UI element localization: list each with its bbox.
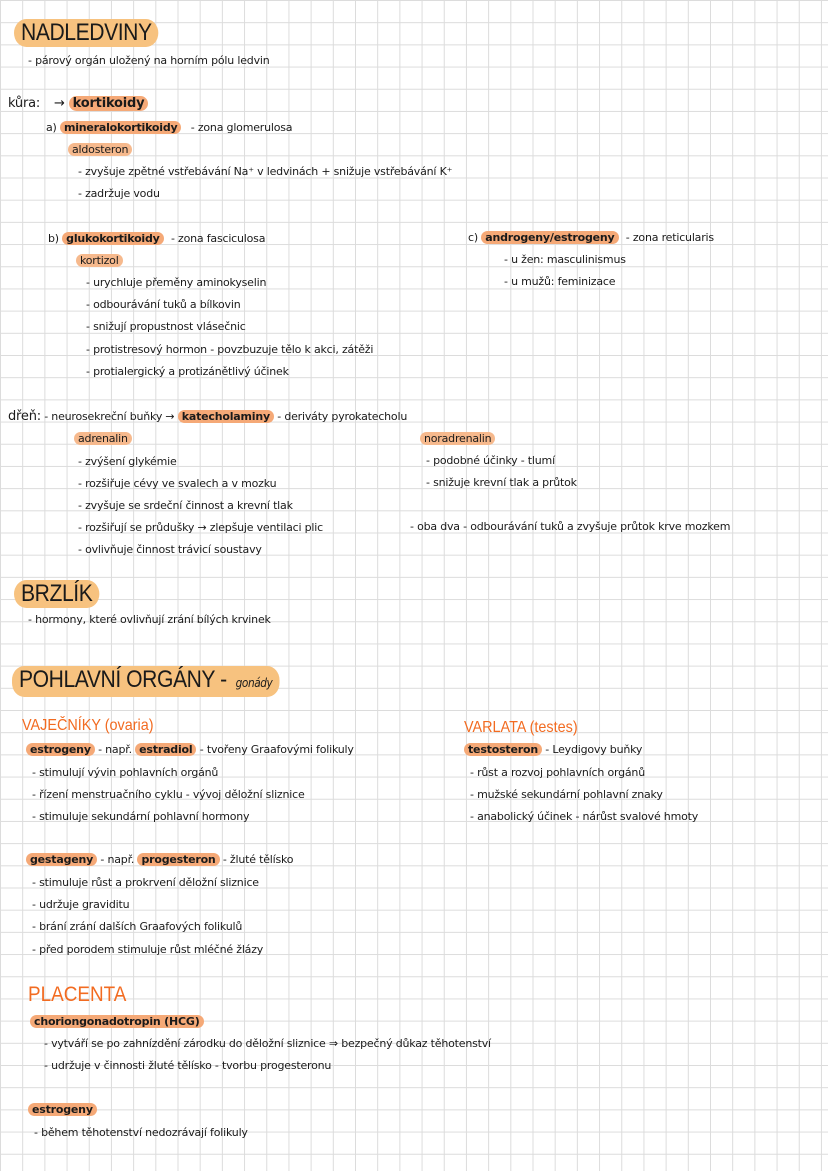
noradrenalin-highlight: noradrenalin (420, 432, 495, 445)
andro-zone: - zona reticularis (625, 231, 714, 244)
brzlik-text: - hormony, které ovlivňují zrání bílých krvinek (28, 613, 271, 626)
mineralo-prefix: a) (46, 121, 57, 134)
aldosteron-highlight: aldosteron (68, 143, 132, 156)
noradrenalin-point-1: - podobné účinky - tlumí (426, 454, 555, 467)
kura-label: kůra: (8, 96, 41, 111)
androgeny-point-1: - u žen: masculinismus (504, 253, 626, 266)
kortikoidy-highlight: kortikoidy (69, 96, 149, 111)
dren-line (8, 410, 407, 424)
gestageny-line (26, 853, 293, 867)
adrenalin-point-3: - zvyšuje se srdeční činnost a krevní tlak (78, 499, 293, 512)
varlata-title: VARLATA (testes) (464, 719, 578, 736)
varlata-point-3: - anabolický účinek - nárůst svalové hmoty (470, 810, 699, 823)
androgeny-point-2: - u mužů: feminizace (504, 275, 616, 288)
kortizol-point-2: - odbourávání tuků a bílkovin (86, 298, 241, 311)
both-hormones-note: - oba dva - odbourávání tuků a zvyšuje průtok krve mozkem (410, 520, 731, 533)
gestageny-point-3: - brání zrání dalších Graafových folikulů (32, 920, 243, 933)
gestageny-mid: - např. (100, 853, 135, 866)
katecholaminy-highlight: katecholaminy (178, 410, 274, 423)
hcg-point-1: - vytváří se po zahnízdění zárodku do děložní sliznice ⇒ bezpečný důkaz těhotenství (44, 1037, 491, 1050)
gestageny-rest: - žluté tělísko (222, 853, 294, 866)
pohlavni-subtitle: gonády (235, 676, 273, 690)
aldosteron-point-2: - zadržuje vodu (78, 187, 160, 200)
estrogeny-mid: - např. (98, 743, 132, 756)
section-title-pohlavni (12, 666, 279, 697)
varlata-point-2: - mužské sekundární pohlavní znaky (470, 788, 663, 801)
kortizol-point-1: - urychluje přeměny aminokyselin (86, 276, 267, 289)
gluko-zone: - zona fasciculosa (170, 232, 266, 245)
aldosteron-line (68, 143, 132, 157)
vajecniky-title: VAJEČNÍKY (ovaria) (22, 717, 154, 734)
pohlavni-title: POHLAVNÍ ORGÁNY - (19, 666, 227, 693)
hcg-highlight: choriongonadotropin (HCG) (30, 1015, 204, 1028)
estradiol-highlight: estradiol (135, 743, 196, 756)
mineralokortikoidy-line (46, 121, 292, 135)
nadledviny-intro: - párový orgán uložený na horním pólu ledvin (28, 54, 270, 67)
section-title-brzlik: BRZLÍK (14, 580, 99, 608)
mineralo-zone: - zona glomerulosa (190, 121, 293, 134)
kortizol-point-5: - protialergický a protizánětlivý účinek (86, 365, 289, 378)
adrenalin-point-1: - zvýšení glykémie (78, 455, 177, 468)
arrow-icon: → (54, 96, 65, 111)
gluko-prefix: b) (48, 232, 59, 245)
adrenalin-highlight: adrenalin (74, 432, 132, 445)
kortizol-point-4: - protistresový hormon - povzbuzuje tělo k akci, zátěži (86, 343, 374, 356)
hcg-line (30, 1015, 204, 1029)
andro-prefix: c) (468, 231, 478, 244)
estrogeny-line (26, 743, 354, 757)
estrogeny-highlight: estrogeny (26, 743, 95, 756)
estrogeny-point-1: - stimulují vývin pohlavních orgánů (32, 766, 219, 779)
noradrenalin-point-2: - snižuje krevní tlak a průtok (426, 476, 577, 489)
androgeny-line (468, 231, 714, 245)
noradrenalin-line (420, 432, 495, 446)
placenta-estrogeny-highlight: estrogeny (28, 1103, 97, 1116)
estrogeny-point-3: - stimuluje sekundární pohlavní hormony (32, 810, 250, 823)
gestageny-point-2: - udržuje graviditu (32, 898, 130, 911)
aldosteron-point-1: - zvyšuje zpětné vstřebávání Na⁺ v ledvinách + snižuje vstřebávání K⁺ (78, 165, 453, 178)
gestageny-point-4: - před porodem stimuluje růst mléčné žlázy (32, 943, 264, 956)
gestageny-highlight: gestageny (26, 853, 97, 866)
adrenalin-line (74, 432, 132, 446)
placenta-title: PLACENTA (28, 983, 127, 1006)
androgeny-highlight: androgeny/estrogeny (481, 231, 618, 244)
kortizol-point-3: - snižují propustnost vlásečnic (86, 320, 246, 333)
dren-label: dřeň: (8, 409, 41, 424)
testosteron-highlight: testosteron (464, 743, 542, 756)
progesteron-highlight: progesteron (137, 853, 219, 866)
kortizol-line (76, 254, 123, 268)
dren-intro: - neurosekreční buňky (44, 410, 163, 423)
adrenalin-point-2: - rozšiřuje cévy ve svalech a v mozku (78, 477, 277, 490)
estrogeny-rest: - tvořeny Graafovými folikuly (199, 743, 354, 756)
adrenalin-point-5: - ovlivňuje činnost trávicí soustavy (78, 543, 262, 556)
gestageny-point-1: - stimuluje růst a prokrvení děložní sliznice (32, 876, 259, 889)
placenta-estrogeny-line (28, 1103, 97, 1117)
varlata-point-1: - růst a rozvoj pohlavních orgánů (470, 766, 645, 779)
testosteron-line (464, 743, 642, 757)
section-title-nadledviny: NADLEDVINY (14, 19, 159, 47)
hcg-point-2: - udržuje v činnosti žluté tělísko - tvorbu progesteronu (44, 1059, 332, 1072)
mineralokortikoidy-highlight: mineralokortikoidy (60, 121, 182, 134)
adrenalin-point-4: - rozšiřují se průdušky → zlepšuje ventilaci plic (78, 521, 323, 534)
glukokortikoidy-highlight: glukokortikoidy (62, 232, 163, 245)
glukokortikoidy-line (48, 232, 265, 246)
kura-line (8, 97, 148, 111)
estrogeny-point-2: - řízení menstruačního cyklu - vývoj děložní sliznice (32, 788, 305, 801)
testosteron-rest: - Leydigovy buňky (545, 743, 643, 756)
arrow-icon: → (165, 410, 175, 423)
dren-derivaty: - deriváty pyrokatecholu (277, 410, 408, 423)
kortizol-highlight: kortizol (76, 254, 123, 267)
placenta-estrogeny-point-1: - během těhotenství nedozrávají folikuly (34, 1126, 248, 1139)
